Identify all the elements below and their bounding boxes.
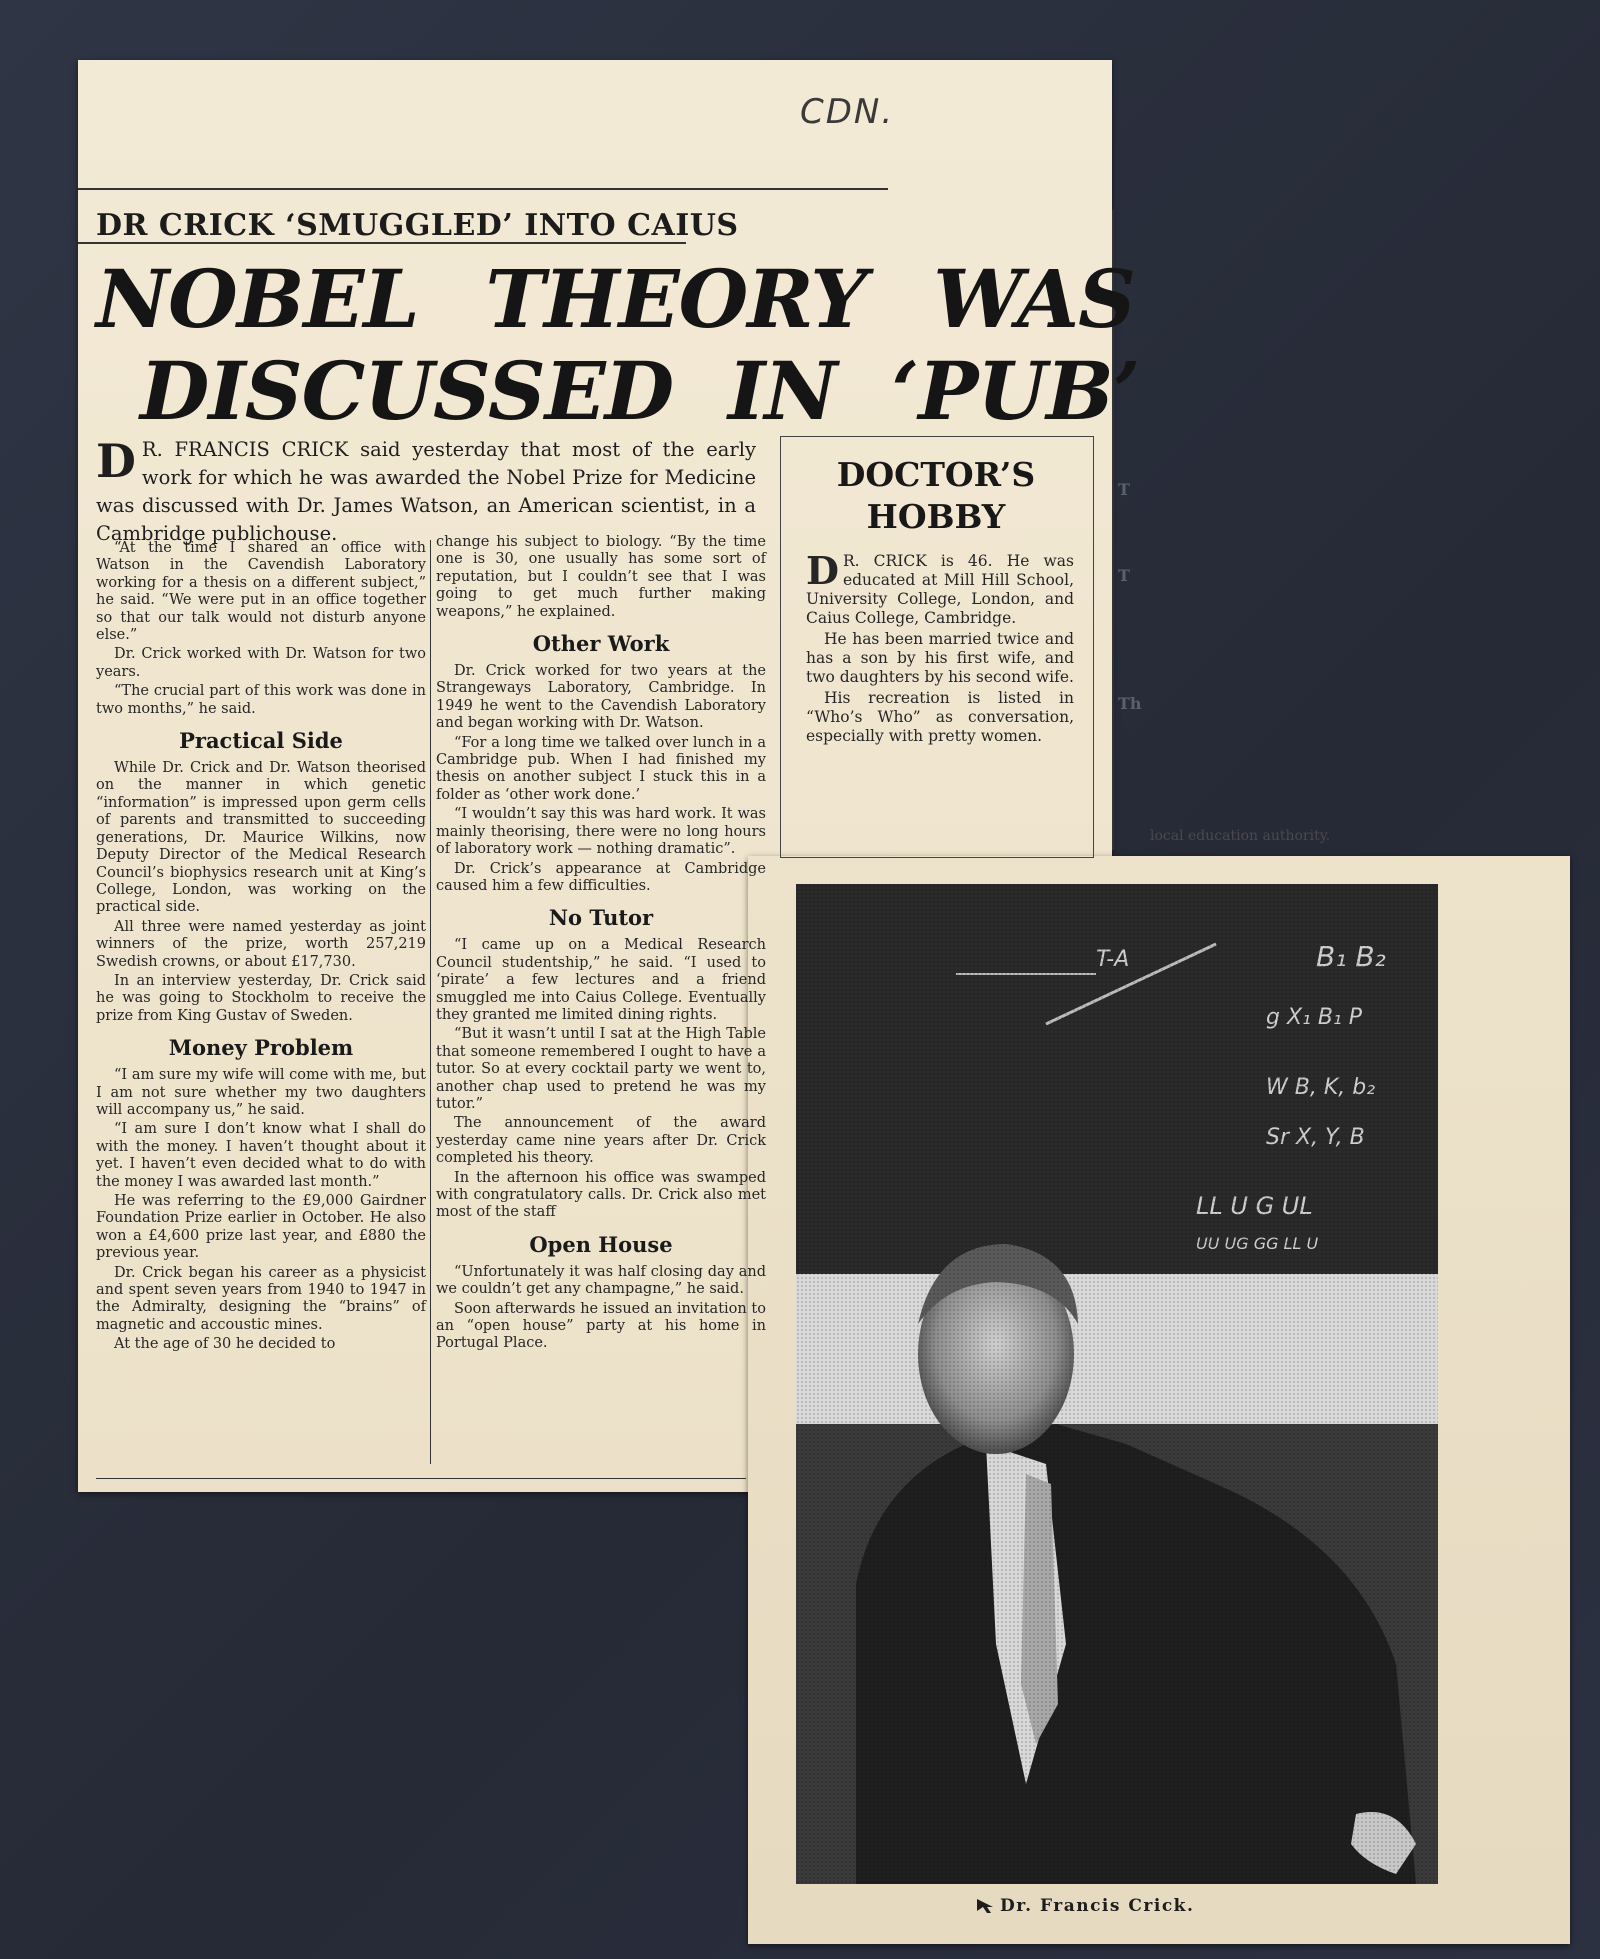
lede-text: R. FRANCIS CRICK said yesterday that most of the early work for which he was awarded the Nobel Prize for Medicine was discussed with Dr. James Watson, an American scientist, in a Cambridge publichouse.: [96, 438, 756, 545]
sidebar-paragraph: His recreation is listed in “Who’s Who” as conversation, especially with pretty women.: [806, 689, 1074, 745]
background-fragment-text: local education authority.: [1150, 828, 1331, 844]
bottom-rule: [96, 1478, 746, 1479]
headline-line-1: NOBEL THEORY WAS: [96, 252, 1135, 346]
article-column-1: [96, 540, 426, 1356]
paragraph: In an interview yesterday, Dr. Crick said he was going to Stockholm to receive the prize from King Gustav of Sweden.: [96, 972, 426, 1024]
subhead-practical-side: Practical Side: [179, 728, 343, 754]
caption-pointer-icon: [975, 1893, 997, 1915]
paragraph: “For a long time we talked over lunch in a Cambridge pub. When I had finished my thesis on another subject I stuck this in a folder as ‘other work done.’: [436, 734, 766, 803]
paragraph: “Unfortunately it was half closing day and we couldn’t get any champagne,” he said.: [436, 1263, 766, 1298]
article-kicker: DR CRICK ‘SMUGGLED’ INTO CAIUS: [96, 208, 739, 243]
halftone-photo: [796, 884, 1438, 1884]
article-lede: [96, 436, 756, 548]
sidebar-text: [806, 548, 1074, 748]
paragraph: Dr. Crick worked with Dr. Watson for two years.: [96, 646, 426, 680]
background-page-fragment: T T Th: [1118, 480, 1142, 713]
sidebar-title: [780, 454, 1092, 538]
handwritten-annotation: CDN.: [800, 92, 895, 132]
paragraph: “I am sure my wife will come with me, but I am not sure whether my two daughters will accompany us,” he said.: [96, 1067, 426, 1118]
photo-caption: Dr. Francis Crick.: [1000, 1896, 1195, 1916]
sidebar-paragraph: R. CRICK is 46. He was educated at Mill Hill School, University College, London, and Caius College, Cambridge.: [806, 552, 1074, 627]
paragraph: change his subject to biology. “By the time one is 30, one usually has some sort of reputation, but I couldn’t see that I was going to get much further making weapons,” he explained.: [436, 534, 766, 620]
paragraph: Dr. Crick worked for two years at the Strangeways Laboratory, Cambridge. In 1949 he went to the Cavendish Laboratory and began working with Dr. Watson.: [436, 663, 766, 732]
sidebar-title-line-2: HOBBY: [866, 497, 1006, 536]
paragraph: “At the time I shared an office with Watson in the Cavendish Laboratory working for a thesis on a different subject,” he said. “We were put in an office together so that our talk would not disturb anyone else.”: [96, 540, 426, 644]
subhead-money-problem: Money Problem: [168, 1035, 354, 1061]
paragraph: “I am sure I don’t know what I shall do with the money. I haven’t thought about it yet. I haven’t even decided what to do with the money I was awarded last month.”: [96, 1121, 426, 1190]
subhead-other-work: Other Work: [532, 631, 670, 657]
sidebar-paragraph: He has been married twice and has a son by his first wife, and two daughters by his second wife.: [806, 630, 1074, 686]
paragraph: Soon afterwards he issued an invitation to an “open house” party at his home in Portugal Place.: [436, 1300, 766, 1352]
paragraph: “I came up on a Medical Research Council studentship,” he said. “I used to ‘pirate’ a few lectures and a friend smuggled me into Caius College. Eventually they granted me limited dining rights.: [436, 937, 766, 1023]
headline-line-2: DISCUSSED IN ‘PUB’: [140, 344, 1140, 438]
paragraph: Dr. Crick’s appearance at Cambridge caused him a few difficulties.: [436, 860, 766, 894]
article-column-2: [436, 534, 766, 1355]
top-rule: [78, 188, 888, 190]
paragraph: While Dr. Crick and Dr. Watson theorised on the manner in which genetic “information” is impressed upon germ cells of parents and transmitted to succeeding generations, Dr. Maurice Wilkins, now Deputy Director of the Medical Research Council’s biophysics research unit at King’s College, London, was working on the practical side.: [96, 760, 426, 916]
photo-francis-crick: [796, 884, 1438, 1884]
lede-dropcap: D: [96, 434, 136, 488]
paragraph: At the age of 30 he decided to: [114, 1336, 336, 1353]
paragraph: “But it wasn’t until I sat at the High Table that someone remembered I ought to have a tutor. So at every cocktail party we went to, another chap used to pretend he was my tutor.”: [436, 1026, 766, 1112]
paragraph: “I wouldn’t say this was hard work. It was mainly theorising, there were no long hours of laboratory work — nothing dramatic”.: [436, 806, 766, 858]
subhead-open-house: Open House: [529, 1231, 673, 1257]
subhead-no-tutor: No Tutor: [548, 905, 654, 931]
column-divider: [430, 540, 431, 1464]
paragraph: Dr. Crick began his career as a physicist and spent seven years from 1940 to 1947 in the Admiralty, designing the “brains” of magnetic and accoustic mines.: [96, 1264, 426, 1333]
paragraph: “The crucial part of this work was done in two months,” he said.: [96, 683, 426, 717]
paragraph: He was referring to the £9,000 Gairdner Foundation Prize earlier in October. He also won a £4,600 prize last year, and £880 the previous year.: [96, 1193, 426, 1262]
paragraph: All three were named yesterday as joint winners of the prize, worth 257,219 Swedish crowns, or about £17,730.: [96, 918, 426, 970]
sidebar-dropcap: D: [806, 548, 839, 593]
sidebar-title-line-1: DOCTOR’S: [836, 455, 1036, 494]
paragraph: In the afternoon his office was swamped with congratulatory calls. Dr. Crick also met most of the staff: [436, 1169, 766, 1221]
paragraph: The announcement of the award yesterday came nine years after Dr. Crick completed his theory.: [436, 1115, 766, 1167]
halftone-overlay: [796, 884, 1438, 1884]
